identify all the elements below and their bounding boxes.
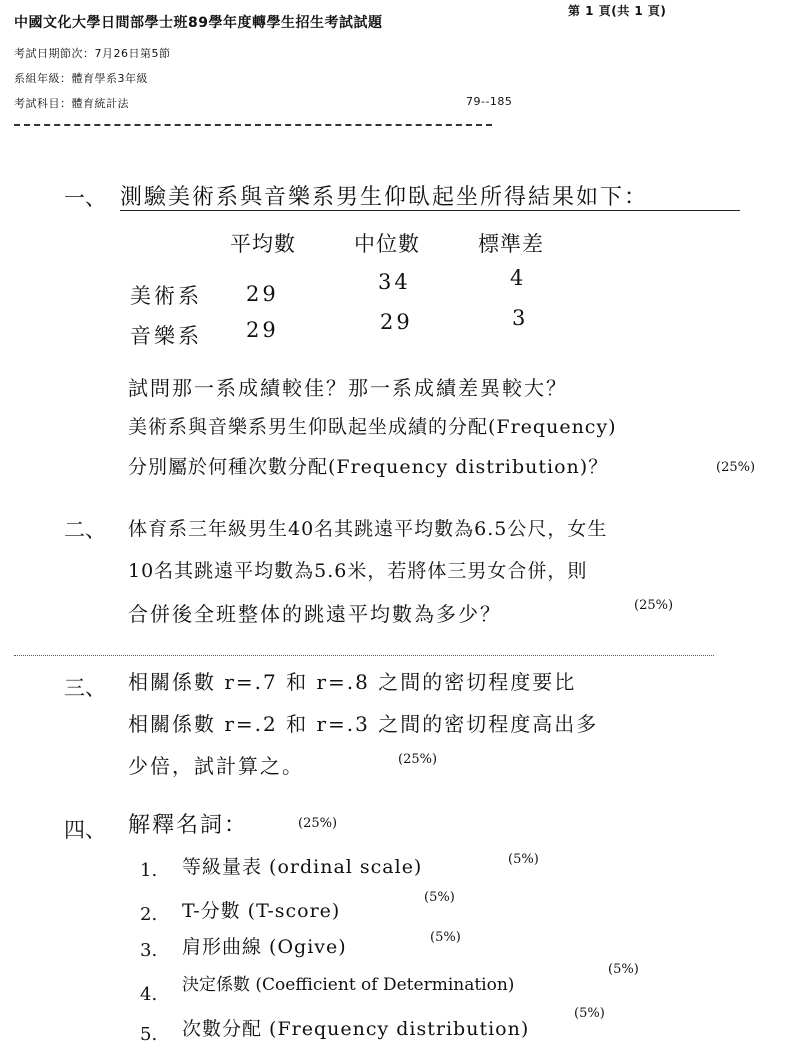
q4-term-4-text: 決定係數 (Coefficient of Determination) — [182, 975, 515, 995]
q4-term-1-number: 1. — [140, 860, 158, 881]
header-divider — [14, 124, 492, 126]
q1-table-header-mean: 平均數 — [230, 232, 296, 256]
q1-table-header-median: 中位數 — [354, 232, 420, 256]
q3-number: 三、 — [64, 676, 106, 700]
q1-table-row-art-sd: 4 — [510, 266, 527, 290]
q1-intro: 測驗美術系與音樂系男生仰臥起坐所得結果如下： — [120, 185, 649, 210]
q1-number: 一、 — [64, 186, 106, 210]
q2-line-2: 10名其跳遠平均數為5.6米，若將体三男女合併，則 — [128, 560, 588, 582]
q4-title: 解釋名詞： — [128, 813, 249, 838]
exam-title: 中國文化大學日間部學士班89學年度轉學生招生考試試題 — [14, 15, 383, 31]
q1-table-row-music-median: 29 — [380, 310, 413, 334]
q4-number: 四、 — [64, 818, 106, 842]
q2-number: 二、 — [64, 518, 106, 542]
exam-subject: 考試科目：體育統計法 — [14, 97, 129, 110]
q1-question-line-2: 美術系與音樂系男生仰臥起坐成績的分配(Frequency) — [128, 416, 617, 438]
q4-term-4-number: 4. — [140, 984, 158, 1005]
q1-table-row-music-sd: 3 — [512, 306, 529, 330]
q4-term-3-text: 肩形曲線 (Ogive) — [182, 936, 347, 958]
q3-line-3: 少倍，試計算之。 — [128, 754, 304, 778]
q1-question-line-1: 試問那一系成績較佳？那一系成績差異較大？ — [128, 376, 568, 400]
q1-table-row-art-median: 34 — [378, 270, 411, 294]
q1-intro-underline — [120, 210, 740, 211]
q4-term-2-text: T-分數 (T-score) — [182, 900, 341, 922]
department-grade: 系組年級：體育學系3年級 — [14, 72, 148, 85]
q4-term-3-number: 3. — [140, 940, 158, 961]
q2-line-3: 合併後全班整体的跳遠平均數為多少？ — [128, 602, 502, 626]
q3-line-1: 相關係數 r=.7 和 r=.8 之間的密切程度要比 — [128, 670, 577, 694]
q4-term-5-points: (5%) — [574, 1006, 605, 1021]
q4-term-1-points: (5%) — [508, 852, 539, 867]
q2-points: (25%) — [634, 598, 674, 613]
q1-points: (25%) — [716, 460, 756, 475]
page-smudge-line — [14, 655, 714, 656]
q4-points: (25%) — [298, 816, 338, 831]
q1-question-line-3: 分別屬於何種次數分配(Frequency distribution)？ — [128, 456, 609, 478]
q1-table-row-art-mean: 29 — [246, 282, 279, 306]
q1-table-row-music-label: 音樂系 — [130, 324, 202, 348]
page-indicator: 第 1 頁(共 1 頁) — [568, 4, 667, 18]
q2-line-1: 体育系三年級男生40名其跳遠平均數為6.5公尺，女生 — [128, 518, 608, 540]
q1-table-row-art-label: 美術系 — [130, 284, 202, 308]
q4-term-1-text: 等級量表 (ordinal scale) — [182, 856, 423, 878]
q4-term-5-number: 5. — [140, 1024, 158, 1045]
q3-line-2: 相關係數 r=.2 和 r=.3 之間的密切程度高出多 — [128, 712, 599, 736]
q4-term-3-points: (5%) — [430, 930, 461, 945]
q3-points: (25%) — [398, 752, 438, 767]
exam-date: 考試日期節次：7月26日第5節 — [14, 47, 171, 60]
q1-table-row-music-mean: 29 — [246, 318, 279, 342]
q4-term-4-points: (5%) — [608, 962, 639, 977]
q1-table-header-sd: 標準差 — [478, 232, 544, 256]
q4-term-2-points: (5%) — [424, 890, 455, 905]
exam-code: 79--185 — [466, 95, 513, 108]
q4-term-5-text: 次數分配 (Frequency distribution) — [182, 1018, 530, 1040]
q4-term-2-number: 2. — [140, 904, 158, 925]
